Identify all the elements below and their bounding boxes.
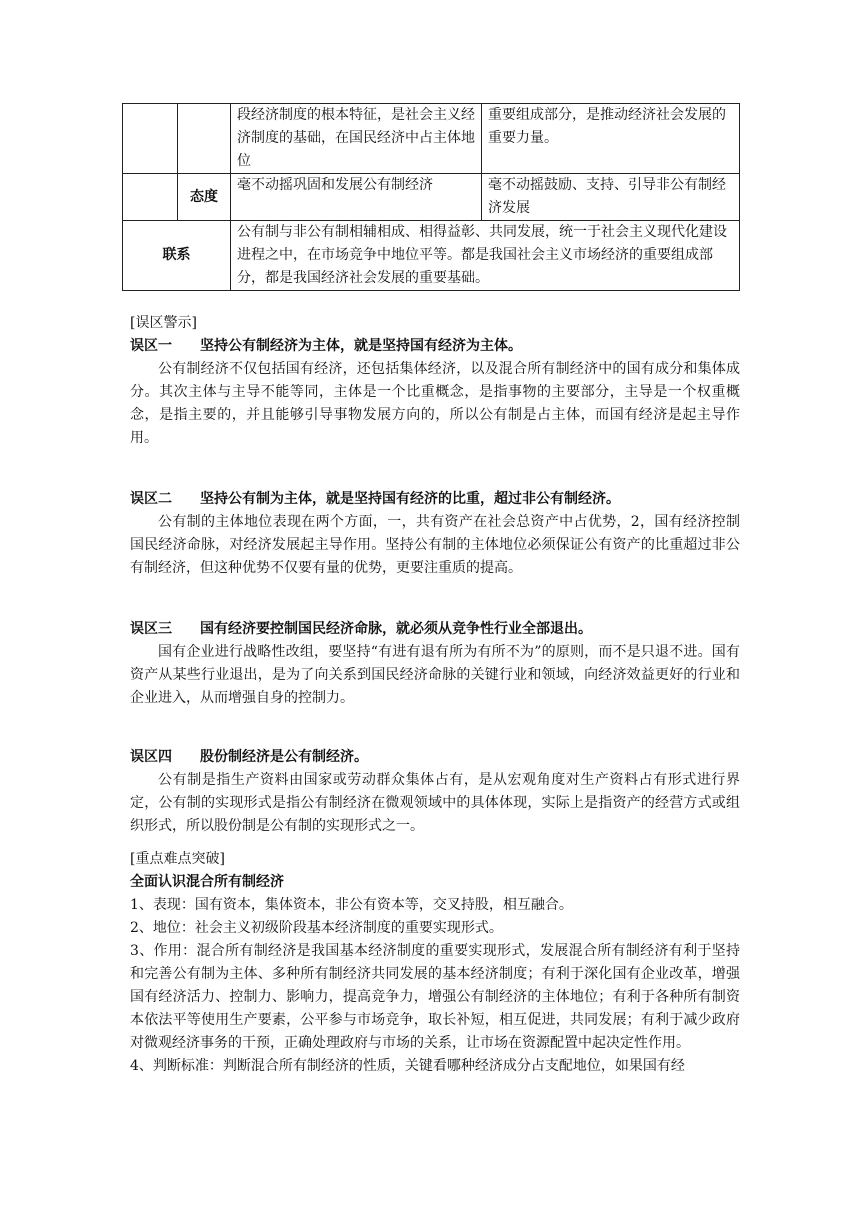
misconception-title: 股份制经济是公有制经济。 — [200, 749, 368, 765]
paragraph: 公有制经济不仅包括国有经济，还包括集体经济，以及混合所有制经济中的国有成分和集体成分。其次主体与主导不能等同，主体是一个比重概念，是指事物的主要部分，主导是一个权重概念，是指主要的，并且能够引导事物发展方向的，所以公有制是占主体，而国有经济是起主导作用。 — [130, 361, 740, 446]
table-row — [123, 174, 740, 221]
misconception-body — [130, 511, 740, 580]
misconception-tag: 误区二 — [130, 491, 172, 507]
comparison-table — [122, 103, 740, 291]
table-cell: 公有制与非公有制相辅相成、相得益彰、共同发展，统一于社会主义现代化建设进程之中，在市场竞争中地位平等。都是我国社会主义市场经济的重要组成部分，都是我国经济社会发展的重要基础。 — [231, 221, 740, 291]
paragraph: 公有制是指生产资料由国家或劳动群众集体占有，是从宏观角度对生产资料占有形式进行界定，公有制的实现形式是指公有制经济在微观领域中的具体体现，实际上是指资产的经营方式或组织形式，所以股份制是公有制的实现形式之一。 — [130, 772, 740, 834]
misconception-body — [130, 769, 740, 838]
misconception-heading — [130, 335, 522, 358]
misconception-body — [130, 641, 740, 710]
misconception-heading — [130, 488, 620, 511]
misconception-tag: 误区四 — [130, 749, 172, 765]
misconception-heading — [130, 746, 368, 769]
table-row — [123, 104, 740, 174]
section-title-key-points: [重点难点突破] — [130, 851, 225, 867]
table-cell-empty — [178, 104, 231, 174]
misconception-title: 坚持公有制经济为主体，就是坚持国有经济为主体。 — [200, 338, 522, 354]
list-item: 3、作用：混合所有制经济是我国基本经济制度的重要实现形式，发展混合所有制经济有利于坚持和完善公有制为主体、多种所有制经济共同发展的基本经济制度；有利于深化国有企业改革，增强国有经济活力、控制力、影响力，提高竞争力，增强公有制经济的主体地位；有利于各种所有制资本依法平等使用生产要素，公平参与市场竞争，取长补短，相互促进，共同发展；有利于减少政府对微观经济事务的干预，正确处理政府与市场的关系，让市场在资源配置中起决定性作用。 — [130, 943, 740, 1051]
paragraph: 公有制的主体地位表现在两个方面，一，共有资产在社会总资产中占优势，2，国有经济控制国民经济命脉，对经济发展起主导作用。坚持公有制的主体地位必须保证公有资产的比重超过非公有制经济，但这种优势不仅要有量的优势，更要注重质的提高。 — [130, 514, 740, 576]
misconception-title: 坚持公有制为主体，就是坚持国有经济的比重，超过非公有制经济。 — [200, 491, 620, 507]
list-item: 1、表现：国有资本，集体资本，非公有资本等，交叉持股，相互融合。 — [130, 897, 573, 913]
paragraph: 国有企业进行战略性改组，要坚持“有进有退有所为有所不为”的原则，而不是只退不进。国有资产从某些行业退出，是为了向关系到国民经济命脉的关键行业和领域，向经济效益更好的行业和企业进入，从而增强自身的控制力。 — [130, 644, 740, 706]
table-cell-empty — [123, 174, 178, 221]
table-cell: 重要组成部分，是推动经济社会发展的重要力量。 — [482, 104, 740, 174]
key-items — [130, 894, 740, 1078]
misconception-body — [130, 358, 740, 450]
table-cell: 段经济制度的根本特征，是社会主义经济制度的基础，在国民经济中占主体地位 — [231, 104, 482, 174]
misconception-tag: 误区三 — [130, 621, 172, 637]
table-cell: 毫不动摇鼓励、支持、引导非公有制经济发展 — [482, 174, 740, 221]
table-cell-empty — [123, 104, 178, 174]
section-title-warning: [误区警示] — [130, 315, 197, 331]
list-item: 4、判断标准：判断混合所有制经济的性质，关键看哪种经济成分占支配地位，如果国有经 — [130, 1058, 685, 1074]
key-title: 全面认识混合所有制经济 — [130, 874, 284, 890]
row-label-attitude: 态度 — [178, 174, 231, 221]
misconception-heading — [130, 618, 592, 641]
row-label-relation: 联系 — [123, 221, 231, 291]
table-row — [123, 221, 740, 291]
table-cell: 毫不动摇巩固和发展公有制经济 — [231, 174, 482, 221]
misconception-title: 国有经济要控制国民经济命脉，就必须从竞争性行业全部退出。 — [200, 621, 592, 637]
list-item: 2、地位：社会主义初级阶段基本经济制度的重要实现形式。 — [130, 920, 503, 936]
misconception-tag: 误区一 — [130, 338, 172, 354]
